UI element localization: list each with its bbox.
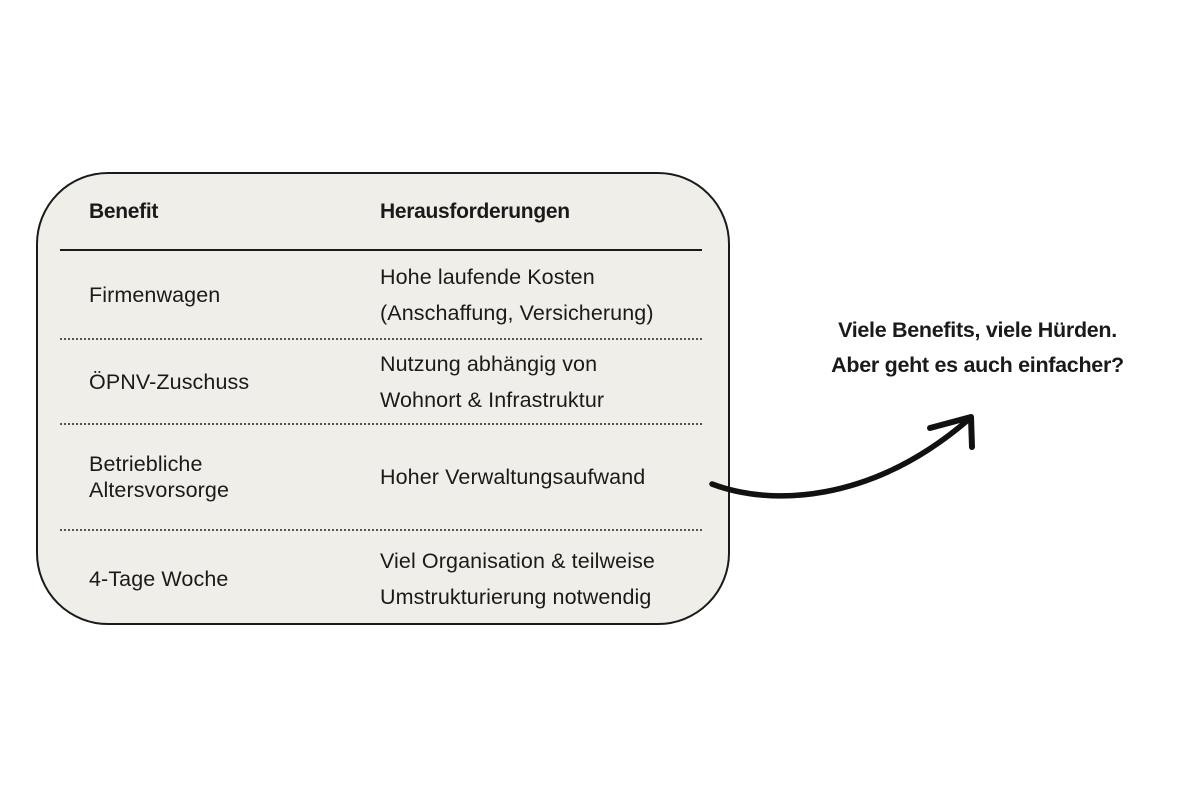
benefit-cell: Betriebliche Altersvorsorge [89,452,230,502]
table-row [60,340,702,425]
benefit-cell: ÖPNV-Zuschuss [89,369,250,394]
table-row [60,251,702,340]
callout-line-1: Viele Benefits, viele Hürden. [838,318,1117,342]
header-benefit: Benefit [89,199,159,223]
callout-line-2: Aber geht es auch einfacher? [831,353,1124,377]
benefit-cell: 4-Tage Woche [89,567,229,591]
table-header-row [60,174,702,251]
challenge-cell: Hoher Verwaltungsaufwand [380,465,646,489]
challenge-cell: Hohe laufende Kosten (Anschaffung, Versicherung) [380,264,654,325]
curved-arrow-icon [700,400,1000,510]
challenge-cell: Viel Organisation & teilweise Umstrukturierung notwendig [380,549,655,609]
callout-text [800,313,1155,383]
benefit-cell: Firmenwagen [89,282,221,307]
challenge-cell: Nutzung abhängig von Wohnort & Infrastruktur [380,351,605,412]
table-row [60,425,702,531]
table-row [60,531,702,627]
benefits-card [36,172,730,625]
header-challenges: Herausforderungen [380,199,570,223]
